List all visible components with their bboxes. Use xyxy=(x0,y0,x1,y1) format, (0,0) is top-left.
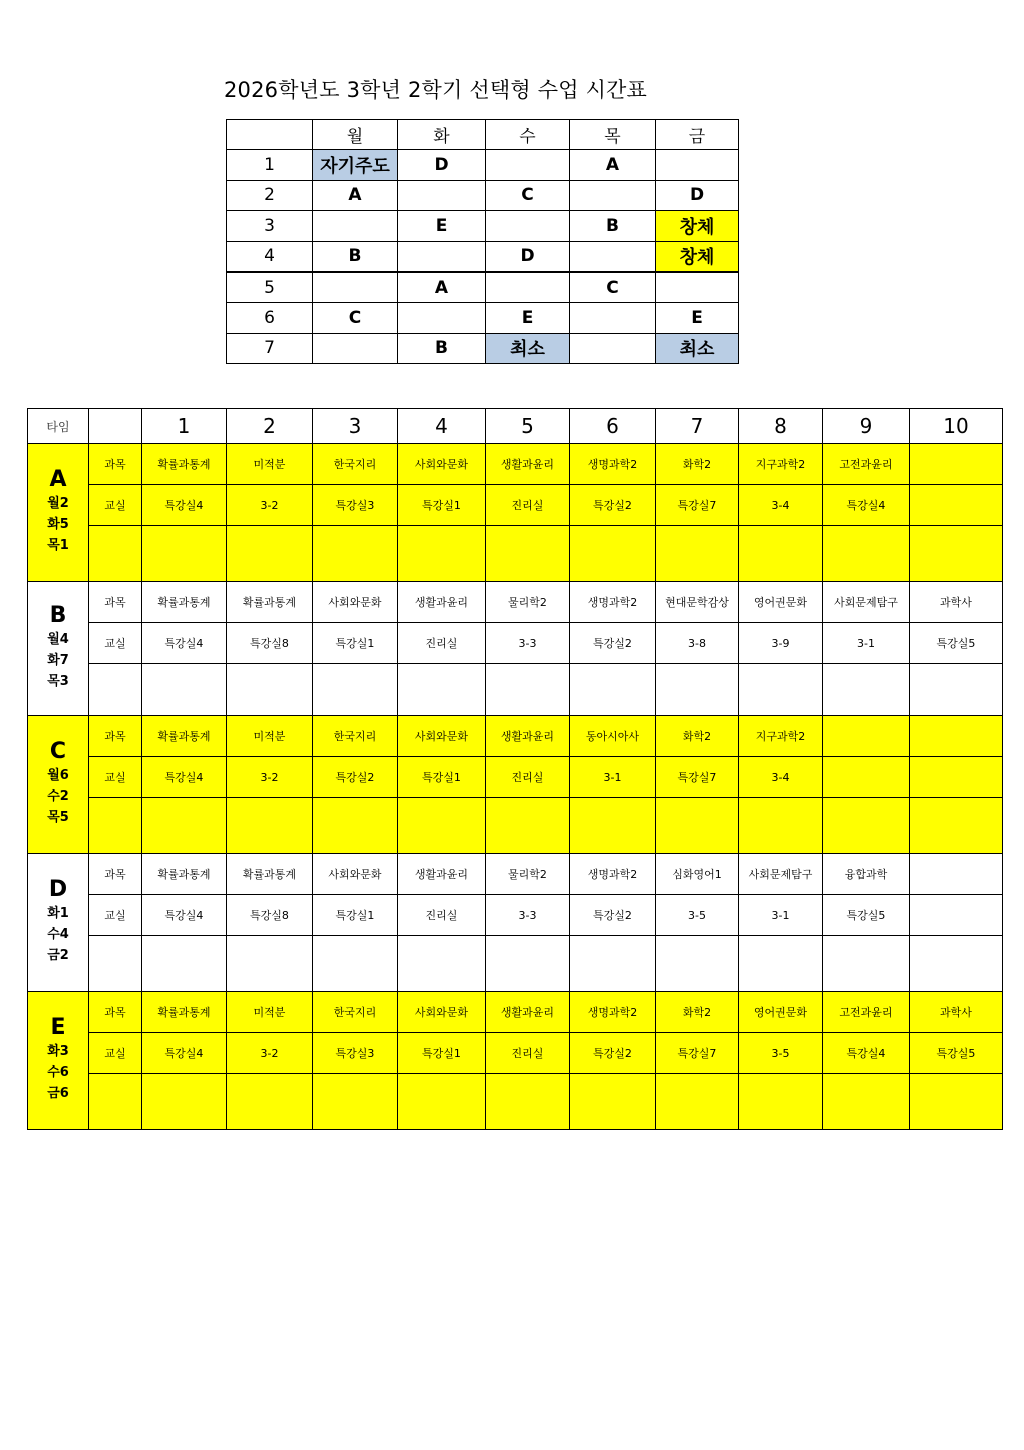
type-label xyxy=(28,582,89,716)
type-schedule-slot: 수6 xyxy=(47,1065,69,1080)
room-cell: 진리실 xyxy=(486,1033,570,1074)
room-cell: 특강실7 xyxy=(656,757,739,798)
slot-cell xyxy=(570,333,656,363)
type-letter: D xyxy=(48,877,68,902)
type-a-room-row xyxy=(28,485,1003,526)
empty-cell xyxy=(910,1074,1003,1130)
column-number: 4 xyxy=(398,409,486,444)
page-title: 2026학년도 3학년 2학기 선택형 수업 시간표 xyxy=(224,78,648,102)
type-schedule-slot: 금2 xyxy=(47,948,69,963)
weekly-row-period-4 xyxy=(227,241,739,272)
weekly-row-period-3 xyxy=(227,211,739,241)
subject-cell: 과학사 xyxy=(910,992,1003,1033)
type-schedule-slot: 화1 xyxy=(47,906,69,921)
subject-cell: 지구과학2 xyxy=(739,444,823,485)
room-row-label: 교실 xyxy=(89,623,142,664)
slot-cell xyxy=(486,272,570,303)
room-cell: 특강실1 xyxy=(398,1033,486,1074)
subject-cell: 지구과학2 xyxy=(739,716,823,757)
period-number: 7 xyxy=(227,333,313,363)
type-a-subject-row xyxy=(28,444,1003,485)
type-timetable xyxy=(27,408,1003,1130)
day-header-thu: 목 xyxy=(570,120,656,150)
empty-cell xyxy=(313,1074,398,1130)
empty-cell xyxy=(398,526,486,582)
empty-cell xyxy=(227,936,313,992)
subject-cell: 생활과윤리 xyxy=(486,992,570,1033)
room-cell: 진리실 xyxy=(486,757,570,798)
slot-cell: B xyxy=(570,211,656,241)
empty-cell xyxy=(313,798,398,854)
type-schedule-slot: 목1 xyxy=(47,538,69,553)
empty-cell xyxy=(823,798,910,854)
time-header-label: 타임 xyxy=(28,409,89,444)
slot-cell xyxy=(486,211,570,241)
room-row-label: 교실 xyxy=(89,757,142,798)
empty-cell xyxy=(398,664,486,716)
slot-cell: 자기주도 xyxy=(313,150,398,180)
weekly-row-period-2 xyxy=(227,180,739,210)
room-cell: 특강실2 xyxy=(570,623,656,664)
subject-cell: 사회문제탐구 xyxy=(739,854,823,895)
weekly-row-period-1 xyxy=(227,150,739,180)
type-schedule-slot: 목5 xyxy=(47,810,69,825)
room-cell: 특강실2 xyxy=(570,1033,656,1074)
room-cell: 3-3 xyxy=(486,895,570,936)
empty-cell xyxy=(142,936,227,992)
subject-cell: 영어권문화 xyxy=(739,582,823,623)
type-e-room-row xyxy=(28,1033,1003,1074)
subject-cell: 생활과윤리 xyxy=(398,854,486,895)
empty-cell xyxy=(656,526,739,582)
empty-cell xyxy=(910,936,1003,992)
room-row-label: 교실 xyxy=(89,485,142,526)
empty-cell xyxy=(656,936,739,992)
column-number: 10 xyxy=(910,409,1003,444)
room-cell xyxy=(910,757,1003,798)
room-cell: 특강실4 xyxy=(142,623,227,664)
room-cell: 특강실1 xyxy=(313,895,398,936)
subject-cell: 동아시아사 xyxy=(570,716,656,757)
room-cell: 특강실5 xyxy=(823,895,910,936)
slot-cell: C xyxy=(313,303,398,333)
room-cell: 특강실4 xyxy=(142,757,227,798)
type-schedule-slot: 화5 xyxy=(47,517,69,532)
column-number: 9 xyxy=(823,409,910,444)
empty-cell xyxy=(739,526,823,582)
type-schedule-slot: 목3 xyxy=(47,674,69,689)
type-header-row xyxy=(28,409,1003,444)
subject-cell: 융합과학 xyxy=(823,854,910,895)
empty-cell xyxy=(739,1074,823,1130)
empty-cell xyxy=(656,664,739,716)
empty-cell xyxy=(570,1074,656,1130)
subject-cell: 한국지리 xyxy=(313,716,398,757)
room-cell: 특강실2 xyxy=(313,757,398,798)
room-cell: 3-3 xyxy=(486,623,570,664)
room-cell: 특강실4 xyxy=(823,485,910,526)
subject-cell: 확률과통계 xyxy=(142,992,227,1033)
room-cell: 특강실8 xyxy=(227,623,313,664)
slot-cell xyxy=(313,333,398,363)
type-letter: B xyxy=(49,603,67,628)
type-label xyxy=(28,854,89,992)
subject-cell: 미적분 xyxy=(227,716,313,757)
empty-cell xyxy=(486,526,570,582)
period-number: 6 xyxy=(227,303,313,333)
empty-cell xyxy=(227,526,313,582)
slot-cell xyxy=(313,211,398,241)
subject-cell: 한국지리 xyxy=(313,444,398,485)
subject-cell: 고전과윤리 xyxy=(823,444,910,485)
subject-cell: 현대문학감상 xyxy=(656,582,739,623)
slot-cell: 창체 xyxy=(656,241,739,272)
room-cell: 3-4 xyxy=(739,757,823,798)
subject-cell: 생명과학2 xyxy=(570,582,656,623)
subject-cell: 생활과윤리 xyxy=(486,716,570,757)
subject-cell: 미적분 xyxy=(227,992,313,1033)
slot-cell: B xyxy=(398,333,486,363)
room-cell xyxy=(910,485,1003,526)
empty-cell xyxy=(486,798,570,854)
slot-cell: A xyxy=(570,150,656,180)
empty-cell xyxy=(313,526,398,582)
empty-cell xyxy=(89,526,142,582)
empty-cell xyxy=(823,1074,910,1130)
type-b-subject-row xyxy=(28,582,1003,623)
day-header-fri: 금 xyxy=(656,120,739,150)
subject-cell: 고전과윤리 xyxy=(823,992,910,1033)
room-cell: 3-8 xyxy=(656,623,739,664)
subject-cell xyxy=(910,444,1003,485)
slot-cell xyxy=(656,150,739,180)
empty-cell xyxy=(313,936,398,992)
slot-cell xyxy=(570,180,656,210)
subject-cell: 생활과윤리 xyxy=(486,444,570,485)
room-cell: 특강실5 xyxy=(910,1033,1003,1074)
empty-cell xyxy=(227,798,313,854)
room-cell: 특강실4 xyxy=(142,1033,227,1074)
type-schedule-slot: 금6 xyxy=(47,1086,69,1101)
empty-cell xyxy=(910,664,1003,716)
room-cell: 특강실1 xyxy=(398,757,486,798)
room-cell: 특강실4 xyxy=(823,1033,910,1074)
subject-cell: 사회와문화 xyxy=(398,716,486,757)
slot-cell xyxy=(486,150,570,180)
period-number: 1 xyxy=(227,150,313,180)
room-cell: 특강실3 xyxy=(313,1033,398,1074)
room-cell: 특강실2 xyxy=(570,485,656,526)
day-header-wed: 수 xyxy=(486,120,570,150)
slot-cell: 최소 xyxy=(486,333,570,363)
subject-cell: 화학2 xyxy=(656,992,739,1033)
room-cell: 진리실 xyxy=(486,485,570,526)
type-letter: E xyxy=(50,1015,66,1040)
subject-row-label: 과목 xyxy=(89,582,142,623)
empty-cell xyxy=(89,664,142,716)
column-number: 2 xyxy=(227,409,313,444)
subject-row-label: 과목 xyxy=(89,992,142,1033)
type-d-room-row xyxy=(28,895,1003,936)
empty-cell xyxy=(910,526,1003,582)
subject-cell: 화학2 xyxy=(656,444,739,485)
empty-cell xyxy=(89,1074,142,1130)
room-cell: 특강실2 xyxy=(570,895,656,936)
empty-header-cell xyxy=(89,409,142,444)
room-cell: 특강실1 xyxy=(313,623,398,664)
slot-cell: C xyxy=(486,180,570,210)
room-cell: 진리실 xyxy=(398,895,486,936)
subject-cell: 과학사 xyxy=(910,582,1003,623)
subject-cell: 확률과통계 xyxy=(227,582,313,623)
day-header-mon: 월 xyxy=(313,120,398,150)
type-schedule-slot: 수2 xyxy=(47,789,69,804)
room-cell: 특강실4 xyxy=(142,485,227,526)
slot-cell xyxy=(398,241,486,272)
type-e-blank-row xyxy=(28,1074,1003,1130)
subject-cell: 확률과통계 xyxy=(142,854,227,895)
day-header-tue: 화 xyxy=(398,120,486,150)
empty-cell xyxy=(739,664,823,716)
room-cell: 특강실7 xyxy=(656,1033,739,1074)
room-cell: 특강실8 xyxy=(227,895,313,936)
empty-cell xyxy=(910,798,1003,854)
type-schedule-slot: 월4 xyxy=(47,632,69,647)
type-schedule-slot: 수4 xyxy=(47,927,69,942)
room-cell: 특강실4 xyxy=(142,895,227,936)
slot-cell: E xyxy=(486,303,570,333)
subject-row-label: 과목 xyxy=(89,444,142,485)
type-schedule-slot: 화7 xyxy=(47,653,69,668)
type-c-subject-row xyxy=(28,716,1003,757)
subject-cell: 생명과학2 xyxy=(570,992,656,1033)
subject-cell xyxy=(910,854,1003,895)
room-row-label: 교실 xyxy=(89,1033,142,1074)
room-cell: 3-1 xyxy=(570,757,656,798)
empty-cell xyxy=(570,664,656,716)
room-cell: 3-2 xyxy=(227,485,313,526)
room-cell: 3-1 xyxy=(823,623,910,664)
empty-cell xyxy=(398,936,486,992)
room-cell: 특강실1 xyxy=(398,485,486,526)
type-schedule-slot: 화3 xyxy=(47,1044,69,1059)
room-cell xyxy=(910,895,1003,936)
type-label xyxy=(28,444,89,582)
subject-cell: 확률과통계 xyxy=(142,716,227,757)
subject-row-label: 과목 xyxy=(89,716,142,757)
column-number: 5 xyxy=(486,409,570,444)
empty-cell xyxy=(142,1074,227,1130)
room-cell: 3-1 xyxy=(739,895,823,936)
empty-cell xyxy=(739,936,823,992)
room-cell: 3-9 xyxy=(739,623,823,664)
slot-cell: E xyxy=(656,303,739,333)
slot-cell xyxy=(398,303,486,333)
type-d-blank-row xyxy=(28,936,1003,992)
subject-cell: 한국지리 xyxy=(313,992,398,1033)
slot-cell: D xyxy=(398,150,486,180)
subject-cell: 사회와문화 xyxy=(398,992,486,1033)
subject-cell: 확률과통계 xyxy=(227,854,313,895)
type-label xyxy=(28,992,89,1130)
weekly-corner-cell xyxy=(227,120,313,150)
weekly-row-period-7 xyxy=(227,333,739,363)
empty-cell xyxy=(823,936,910,992)
column-number: 3 xyxy=(313,409,398,444)
empty-cell xyxy=(739,798,823,854)
room-cell: 3-2 xyxy=(227,757,313,798)
subject-cell: 사회와문화 xyxy=(398,444,486,485)
empty-cell xyxy=(142,798,227,854)
period-number: 5 xyxy=(227,272,313,303)
empty-cell xyxy=(570,936,656,992)
empty-cell xyxy=(89,936,142,992)
period-number: 3 xyxy=(227,211,313,241)
weekly-row-period-6 xyxy=(227,303,739,333)
type-schedule-slot: 월6 xyxy=(47,768,69,783)
empty-cell xyxy=(142,664,227,716)
type-label xyxy=(28,716,89,854)
empty-cell xyxy=(823,526,910,582)
type-e-subject-row xyxy=(28,992,1003,1033)
room-row-label: 교실 xyxy=(89,895,142,936)
weekly-row-period-5 xyxy=(227,272,739,303)
room-cell: 3-2 xyxy=(227,1033,313,1074)
subject-cell: 생활과윤리 xyxy=(398,582,486,623)
room-cell: 특강실3 xyxy=(313,485,398,526)
subject-cell: 물리학2 xyxy=(486,854,570,895)
subject-cell: 확률과통계 xyxy=(142,444,227,485)
slot-cell: A xyxy=(313,180,398,210)
slot-cell: E xyxy=(398,211,486,241)
empty-cell xyxy=(823,664,910,716)
subject-cell: 생명과학2 xyxy=(570,854,656,895)
empty-cell xyxy=(313,664,398,716)
room-cell: 특강실5 xyxy=(910,623,1003,664)
empty-cell xyxy=(570,798,656,854)
column-number: 8 xyxy=(739,409,823,444)
subject-cell: 사회와문화 xyxy=(313,854,398,895)
type-schedule-slot: 월2 xyxy=(47,496,69,511)
room-cell: 3-5 xyxy=(656,895,739,936)
weekly-header-row xyxy=(227,120,739,150)
empty-cell xyxy=(398,1074,486,1130)
column-number: 7 xyxy=(656,409,739,444)
empty-cell xyxy=(486,664,570,716)
subject-cell xyxy=(910,716,1003,757)
subject-row-label: 과목 xyxy=(89,854,142,895)
slot-cell xyxy=(570,241,656,272)
room-cell xyxy=(823,757,910,798)
room-cell: 진리실 xyxy=(398,623,486,664)
subject-cell: 생명과학2 xyxy=(570,444,656,485)
slot-cell xyxy=(313,272,398,303)
slot-cell: D xyxy=(486,241,570,272)
period-number: 2 xyxy=(227,180,313,210)
slot-cell: C xyxy=(570,272,656,303)
subject-cell: 영어권문화 xyxy=(739,992,823,1033)
subject-cell: 사회와문화 xyxy=(313,582,398,623)
empty-cell xyxy=(227,664,313,716)
column-number: 1 xyxy=(142,409,227,444)
subject-cell: 물리학2 xyxy=(486,582,570,623)
type-b-room-row xyxy=(28,623,1003,664)
subject-cell xyxy=(823,716,910,757)
slot-cell: A xyxy=(398,272,486,303)
slot-cell: 최소 xyxy=(656,333,739,363)
empty-cell xyxy=(656,798,739,854)
slot-cell: 창체 xyxy=(656,211,739,241)
room-cell: 3-4 xyxy=(739,485,823,526)
empty-cell xyxy=(227,1074,313,1130)
type-a-blank-row xyxy=(28,526,1003,582)
subject-cell: 확률과통계 xyxy=(142,582,227,623)
slot-cell xyxy=(570,303,656,333)
subject-cell: 화학2 xyxy=(656,716,739,757)
empty-cell xyxy=(142,526,227,582)
slot-cell: D xyxy=(656,180,739,210)
empty-cell xyxy=(656,1074,739,1130)
subject-cell: 사회문제탐구 xyxy=(823,582,910,623)
weekly-timetable xyxy=(226,119,739,364)
slot-cell xyxy=(398,180,486,210)
subject-cell: 심화영어1 xyxy=(656,854,739,895)
type-letter: C xyxy=(49,739,67,764)
empty-cell xyxy=(398,798,486,854)
empty-cell xyxy=(570,526,656,582)
empty-cell xyxy=(89,798,142,854)
type-c-blank-row xyxy=(28,798,1003,854)
slot-cell xyxy=(656,272,739,303)
column-number: 6 xyxy=(570,409,656,444)
type-letter: A xyxy=(49,467,67,492)
type-c-room-row xyxy=(28,757,1003,798)
room-cell: 특강실7 xyxy=(656,485,739,526)
slot-cell: B xyxy=(313,241,398,272)
period-number: 4 xyxy=(227,241,313,272)
type-d-subject-row xyxy=(28,854,1003,895)
subject-cell: 미적분 xyxy=(227,444,313,485)
empty-cell xyxy=(486,936,570,992)
empty-cell xyxy=(486,1074,570,1130)
type-b-blank-row xyxy=(28,664,1003,716)
room-cell: 3-5 xyxy=(739,1033,823,1074)
